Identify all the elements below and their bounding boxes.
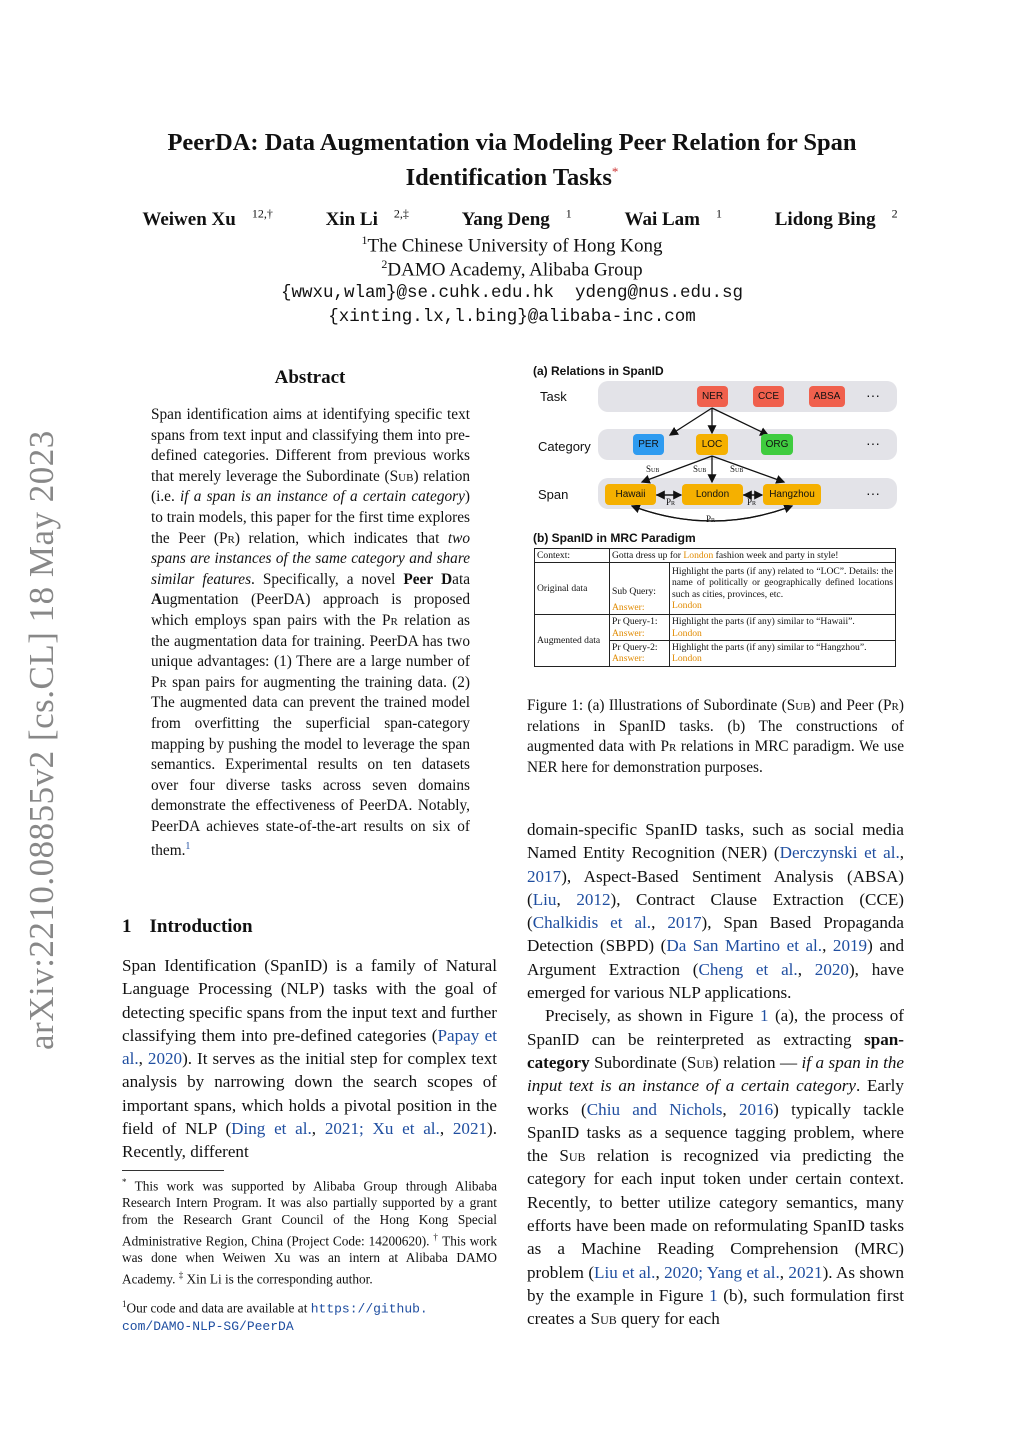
- task-box-cce: CCE: [753, 386, 784, 407]
- title-footnote-mark[interactable]: *: [611, 164, 619, 179]
- emails-line-2: {xinting.lx,l.bing}@alibaba-inc.com: [328, 307, 696, 327]
- citation-link[interactable]: Derczynski et al.: [779, 843, 900, 863]
- figure-1: [530, 364, 900, 690]
- figure-link[interactable]: 1: [709, 1285, 718, 1305]
- citation-link[interactable]: Chiu and Nichols: [586, 1099, 723, 1119]
- intro-paragraph: Span Identification (SpanID) is a family of Natural Language Processing (NLP) tasks with the goal of detecting specific spans from the input text and further classifying them into pre-defined categories (Papay et al., 2020). It serves as the initial step for complex text analysis by narrowing down the search scopes of important spans, which holds a pivotal position in the field of NLP (Ding et al., 2021; Xu et al., 2021). Recently, different: [122, 956, 498, 1162]
- affiliation-2: [0, 257, 1024, 281]
- emails-line-1: {wwxu,wlam}@se.cuhk.edu.hk ydeng@nus.edu.sg: [280, 283, 744, 303]
- row-label-task: Task: [540, 389, 567, 404]
- author-name: Weiwen Xu: [142, 209, 236, 231]
- abstract-heading: Abstract: [274, 367, 346, 388]
- abstract-body: Span identification aims at identifying specific text spans from text input and classifying them into pre-defined categories. Different from previous works that merely leverage the Subordinate (Sub) relation (i.e. if a span is an instance of a certain category) to train models, this paper for the first time explores the Peer (Pr) relation, which indicates that two spans are instances of the same category and share similar features. Specifically, a novel Peer Data Augmentation (PeerDA) approach is proposed which employs span pairs with the Pr relation as the augmentation data for training. PeerDA has two unique advantages: (1) There are a large number of Pr span pairs for augmenting the training data. (2) The augmented data can prevent the trained model from overfitting the superficial span-category mapping by pushing the model to leverage the span semantics. Experimental results on ten datasets over four diverse tasks across seven domains demonstrate the effectiveness of PeerDA. Notably, PeerDA achieves state-of-the-art results on six of them.$^1$: [151, 406, 470, 860]
- sub-label: Sub: [693, 464, 707, 474]
- author-sup: 12,†: [251, 207, 273, 221]
- author: [609, 209, 722, 230]
- sub-label: Sub: [646, 464, 660, 474]
- author: [126, 209, 272, 230]
- affiliation-sup: 2: [381, 257, 388, 271]
- figure-part-a-label: (a) Relations in SpanID: [533, 364, 664, 378]
- span-box-hangzhou: Hangzhou: [763, 484, 821, 505]
- paragraph: Precisely, as shown in Figure 1 (a), the process of SpanID can be reinterpreted as extracting span-category Subordinate (Sub) relation — if a span in the input text is an instance of a certain category. Early works (Chiu and Nichols, 2016) typically tackle SpanID tasks as a sequence tagging problem, where the Sub relation is recognized via predicting the category for each input token under certain context. Recently, to better utilize category semantics, many efforts have been made on reformulating SpanID tasks as a Machine Reading Comprehension (MRC) problem (Liu et al., 2020; Yang et al., 2021). As shown by the example in Figure 1 (b), such formulation first creates a Sub query for each: [527, 1006, 904, 1329]
- affiliation-text: The Chinese University of Hong Kong: [367, 235, 663, 257]
- citation-link[interactable]: Chalkidis et al.: [532, 913, 652, 933]
- citation-link[interactable]: Liu: [532, 889, 557, 909]
- citation-link[interactable]: 2012: [576, 889, 611, 909]
- row-label-category: Category: [538, 439, 591, 454]
- table-cell: Highlight the parts (if any) related to “LOC”. Details: the name of politically or geographically defined locations such as cities, provinces, etc. London: [670, 563, 896, 615]
- category-box-org: ORG: [761, 434, 793, 455]
- author-sup: 1: [565, 207, 572, 221]
- author-list: [0, 207, 1024, 231]
- paragraph: domain-specific SpanID tasks, such as social media Named Entity Recognition (NER) (Derczynski et al., 2017), Aspect-Based Sentiment Analysis (ABSA) (Liu, 2012), Contract Clause Extraction (CCE) (Chalkidis et al., 2017), Span Based Propaganda Detection (SBPD) (Da San Martino et al., 2019) and Argument Extraction (Cheng et al., 2020), have emerged for various NLP applications.: [527, 820, 905, 1003]
- author-name: Wai Lam: [624, 209, 700, 231]
- table-cell: Highlight the parts (if any) similar to “Hawaii”. London: [670, 615, 896, 641]
- table-cell: Sub Query: Answer:: [610, 563, 670, 615]
- table-cell: Pr Query-2: Answer:: [610, 641, 670, 667]
- footnote-ref[interactable]: 1: [185, 841, 191, 853]
- table-cell: Pr Query-1: Answer:: [610, 615, 670, 641]
- figure-caption: Figure 1: (a) Illustrations of Subordinate (Sub) and Peer (Pr) relations in SpanID tasks. (b) The constructions of augmented data with Pr relations in MRC paradigm. We use NER here for demonstration purposes.: [527, 697, 905, 776]
- section-heading: [122, 916, 253, 938]
- author-sup: 1: [716, 207, 722, 221]
- table-cell: Augmented data: [535, 615, 610, 667]
- footnote-code: $^1$Our code and data are available at https://github. com/DAMO-NLP-SG/PeerDA: [122, 1299, 428, 1335]
- section-number: 1: [122, 916, 132, 937]
- table-cell: Gotta dress up for London fashion week and party in style!: [610, 549, 896, 563]
- citation-link[interactable]: Da San Martino et al.: [666, 936, 823, 956]
- figure-part-b-label: (b) SpanID in MRC Paradigm: [533, 531, 696, 545]
- citation-link[interactable]: 2017: [667, 913, 702, 933]
- table-row: [535, 549, 896, 563]
- title-line-2: [0, 157, 1024, 192]
- citation-link[interactable]: Liu et al.: [594, 1262, 656, 1282]
- figure-link[interactable]: 1: [759, 1006, 769, 1026]
- table-row: [535, 615, 896, 641]
- category-box-per: PER: [633, 434, 664, 455]
- task-box-ner: NER: [697, 386, 728, 407]
- footnote-funding: * This work was supported by Alibaba Group through Alibaba Research Intern Program. It was also partially supported by a grant from the Research Grant Council of the Hong Kong Special Administrative Region, China (Project Code: 14200620). † This work was done when Weiwen Xu was an intern at Alibaba DAMO Academy. ‡ Xin Li is the corresponding author.: [122, 1177, 497, 1287]
- citation-link[interactable]: 2020; Yang et al.: [664, 1262, 780, 1282]
- citation-link[interactable]: 2019: [832, 936, 868, 956]
- author: [310, 209, 409, 230]
- row-label-span: Span: [538, 487, 569, 502]
- author: [446, 209, 572, 230]
- table-cell: Original data: [535, 563, 610, 615]
- task-box-absa: ABSA: [809, 386, 845, 407]
- citation-link[interactable]: 2020: [814, 959, 849, 979]
- citation-link[interactable]: Papay et al.: [122, 1025, 497, 1069]
- footnote-rule: [122, 1170, 224, 1171]
- citation-link[interactable]: Cheng et al.: [698, 959, 798, 979]
- span-box-london: London: [682, 484, 743, 505]
- author-sup: 2: [891, 207, 898, 221]
- author-name: Xin Li: [325, 209, 378, 231]
- section-title: Introduction: [149, 916, 253, 937]
- author-name: Yang Deng: [461, 209, 550, 231]
- citation-link[interactable]: 2021; Xu et al.: [324, 1119, 440, 1139]
- task-ellipsis: ···: [866, 387, 880, 403]
- citation-link[interactable]: 2021: [452, 1119, 488, 1139]
- right-column-text: [527, 818, 904, 1331]
- sub-label: Sub: [730, 464, 744, 474]
- citation-link[interactable]: 2017: [527, 866, 562, 886]
- affiliation-text: DAMO Academy, Alibaba Group: [387, 259, 643, 281]
- category-ellipsis: ···: [866, 435, 880, 451]
- author-sup: 2,‡: [393, 207, 409, 221]
- affiliation-sup: 1: [361, 233, 368, 247]
- table-row: [535, 563, 896, 615]
- pr-label: Pr: [747, 497, 757, 507]
- affiliation-1: [0, 233, 1024, 257]
- citation-link[interactable]: 2020: [147, 1049, 183, 1069]
- paper-title: [0, 128, 1024, 192]
- pr-label: Pr: [666, 497, 676, 507]
- citation-link[interactable]: 2016: [738, 1099, 774, 1119]
- author: [759, 209, 898, 230]
- code-link[interactable]: https://github.: [310, 1301, 428, 1317]
- span-ellipsis: ···: [866, 485, 880, 501]
- code-link-cont[interactable]: com/DAMO-NLP-SG/PeerDA: [122, 1319, 294, 1335]
- citation-link[interactable]: 2021: [788, 1262, 823, 1282]
- category-box-loc: LOC: [696, 434, 728, 455]
- table-cell: Context:: [535, 549, 610, 563]
- pr-label: Pr: [706, 514, 716, 524]
- title-line-1: PeerDA: Data Augmentation via Modeling Peer Relation for Span: [167, 129, 857, 156]
- citation-link[interactable]: Ding et al.: [231, 1119, 312, 1139]
- arxiv-identifier[interactable]: arXiv:2210.08855v2 [cs.CL] 18 May 2023: [22, 430, 61, 1050]
- author-name: Lidong Bing: [774, 209, 876, 231]
- title-text-2: Identification Tasks: [405, 164, 612, 192]
- table-cell: Highlight the parts (if any) similar to “Hangzhou”. London: [670, 641, 896, 667]
- span-box-hawaii: Hawaii: [605, 484, 656, 505]
- mrc-table: [534, 548, 896, 667]
